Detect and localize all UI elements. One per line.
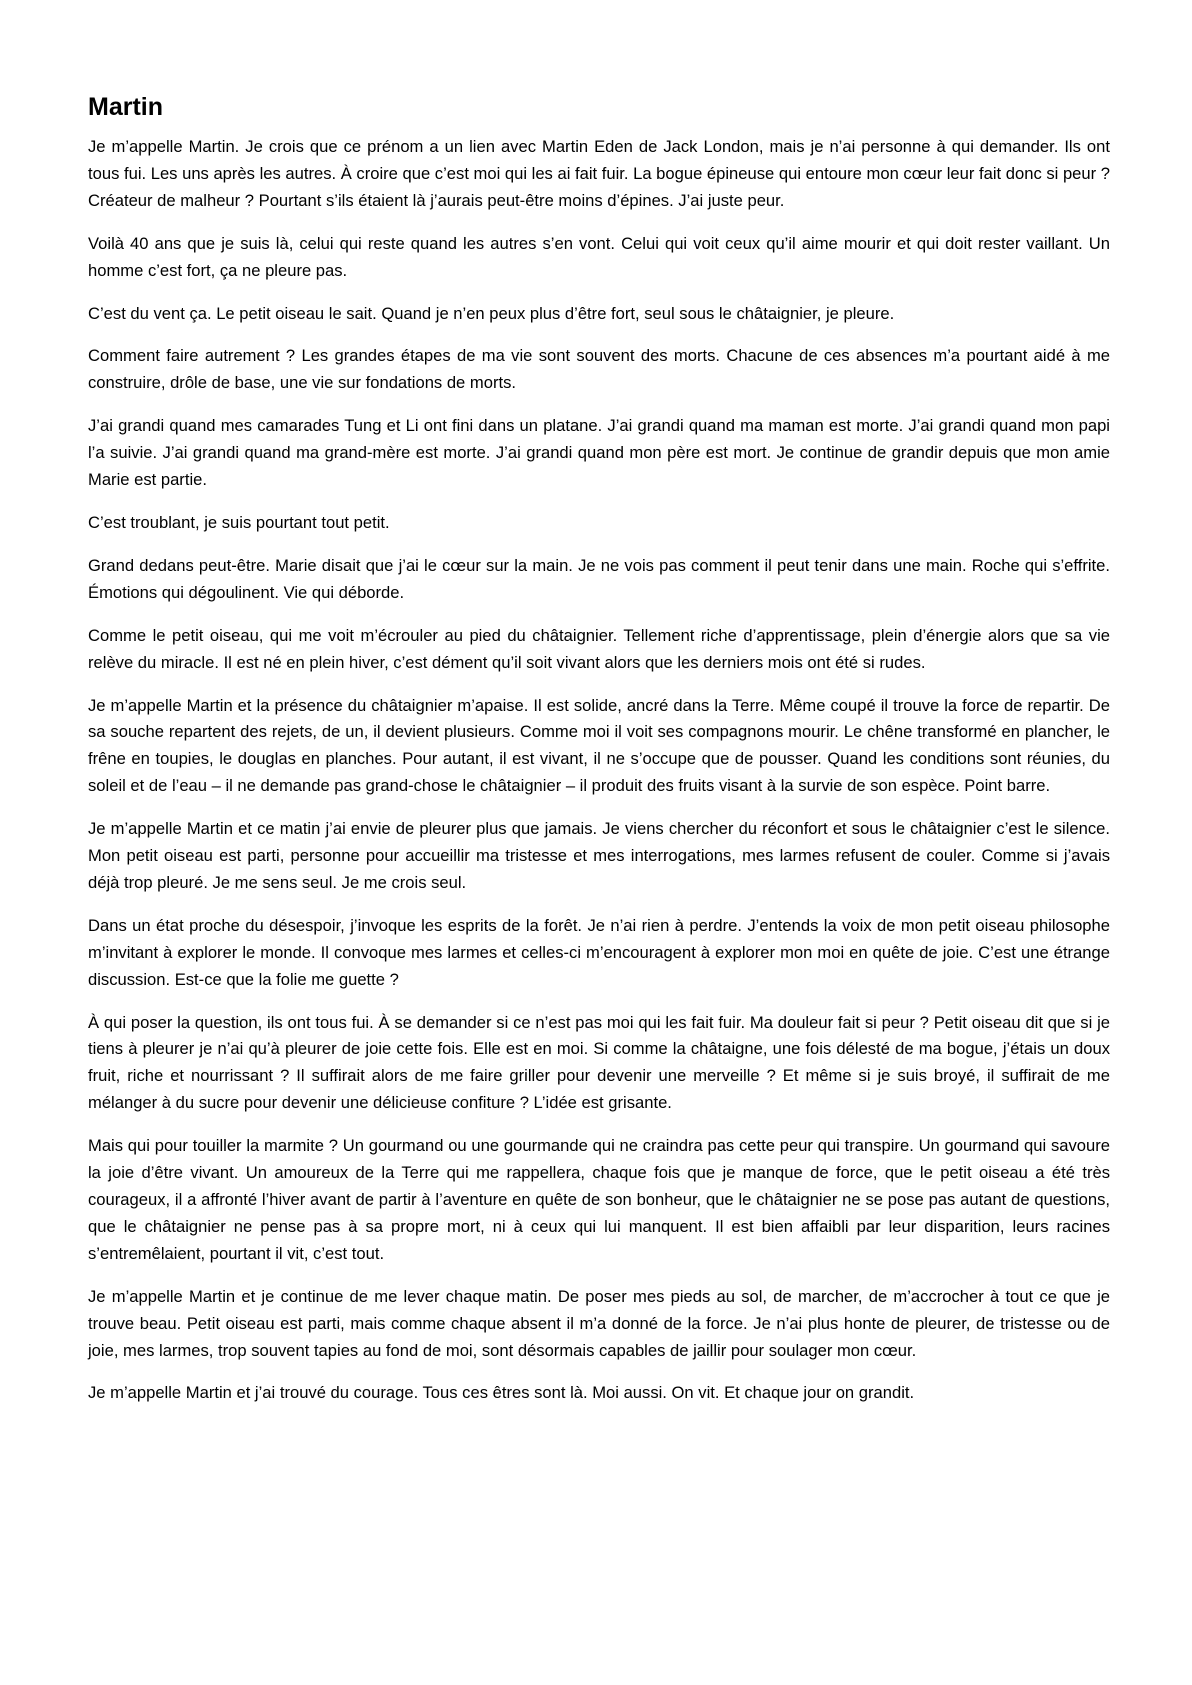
paragraph: Grand dedans peut-être. Marie disait que j’ai le cœur sur la main. Je ne vois pas comment il peut tenir dans une main. Roche qui s’effrite. Émotions qui dégoulinent. Vie qui déborde. xyxy=(88,555,1110,602)
paragraph: Comment faire autrement ? Les grandes étapes de ma vie sont souvent des morts. Chacune de ces absences m’a pourtant aidé à me construire, drôle de base, une vie sur fondations de morts. xyxy=(88,346,1110,393)
paragraph: À qui poser la question, ils ont tous fui. À se demander si ce n’est pas moi qui les fait fuir. Ma douleur fait si peur ? Petit oiseau dit que si je tiens à pleurer je n’ai qu’à pleurer de joie cette fois. Elle est en moi. Si comme la châtaigne, une fois délesté de ma bogue, j’étais un doux fruit, riche et nourrissant ? Il suffirait alors de me faire griller pour devenir une merveille ? Et même si je suis broyé, il suffirait de me mélanger à du sucre pour devenir une délicieuse confiture ? L’idée est grisante. xyxy=(88,1012,1110,1113)
paragraph: Mais qui pour touiller la marmite ? Un gourmand ou une gourmande qui ne craindra pas cette peur qui transpire. Un gourmand qui savoure la joie d’être vivant. Un amoureux de la Terre qui me rappellera, chaque fois que je manque de force, que le petit oiseau a été très courageux, il a affronté l’hiver avant de partir à l’aventure en quête de son bonheur, que le châtaignier ne se pose pas autant de questions, que le châtaignier ne pense pas à sa propre mort, ni à ceux qui lui manquent. Il est bien affaibli par leur disparition, leurs racines s’entremêlaient, pourtant il vit, c’est tout. xyxy=(88,1136,1110,1263)
document-page xyxy=(88,84,1110,1423)
paragraph: Je m’appelle Martin. Je crois que ce prénom a un lien avec Martin Eden de Jack London, mais je n’ai personne à qui demander. Ils ont tous fui. Les uns après les autres. À croire que c’est moi qui les ai fait fuir. La bogue épineuse qui entoure mon cœur leur fait donc si peur ? Créateur de malheur ? Pourtant s’ils étaient là j’aurais peut-être moins d’épines. J’ai juste peur. xyxy=(88,137,1110,210)
paragraph: Je m’appelle Martin et je continue de me lever chaque matin. De poser mes pieds au sol, de marcher, de m’accrocher à tout ce que je trouve beau. Petit oiseau est parti, mais comme chaque absent il m’a donné de la force. Je n’ai plus honte de pleurer, de tristesse ou de joie, mes larmes, trop souvent tapies au fond de moi, sont désormais capables de jaillir pour soulager mon cœur. xyxy=(88,1286,1110,1360)
paragraph: Dans un état proche du désespoir, j’invoque les esprits de la forêt. Je n’ai rien à perdre. J’entends la voix de mon petit oiseau philosophe m’invitant à explorer le monde. Il convoque mes larmes et celles-ci m’encouragent à explorer mon moi en quête de joie. C’est une étrange discussion. Est-ce que la folie me guette ? xyxy=(88,915,1110,989)
paragraph: Je m’appelle Martin et j’ai trouvé du courage. Tous ces êtres sont là. Moi aussi. On vit. Et chaque jour on grandit. xyxy=(88,1383,915,1403)
paragraph: Voilà 40 ans que je suis là, celui qui reste quand les autres s’en vont. Celui qui voit ceux qu’il aime mourir et qui doit rester vaillant. Un homme c’est fort, ça ne pleure pas. xyxy=(88,233,1110,280)
paragraph: Comme le petit oiseau, qui me voit m’écrouler au pied du châtaignier. Tellement riche d’apprentissage, plein d’énergie alors que sa vie relève du miracle. Il est né en plein hiver, c’est dément qu’il soit vivant alors que les derniers mois ont été si rudes. xyxy=(88,625,1110,672)
paragraph: Je m’appelle Martin et ce matin j’ai envie de pleurer plus que jamais. Je viens chercher du réconfort et sous le châtaignier c’est le silence. Mon petit oiseau est parti, personne pour accueillir ma tristesse et mes interrogations, mes larmes refusent de couler. Comme si j’avais déjà trop pleuré. Je me sens seul. Je me crois seul. xyxy=(88,819,1110,892)
paragraph: C’est troublant, je suis pourtant tout petit. xyxy=(88,512,390,532)
paragraph: C’est du vent ça. Le petit oiseau le sait. Quand je n’en peux plus d’être fort, seul sous le châtaignier, je pleure. xyxy=(88,303,895,323)
page-title: Martin xyxy=(88,93,163,121)
paragraph: J’ai grandi quand mes camarades Tung et Li ont fini dans un platane. J’ai grandi quand ma maman est morte. J’ai grandi quand mon papi l’a suivie. J’ai grandi quand ma grand-mère est morte. J’ai grandi quand mon père est mort. Je continue de grandir depuis que mon amie Marie est partie. xyxy=(88,416,1110,490)
paragraph: Je m’appelle Martin et la présence du châtaignier m’apaise. Il est solide, ancré dans la Terre. Même coupé il trouve la force de repartir. De sa souche repartent des rejets, de un, il devient plusieurs. Comme moi il voit ses compagnons mourir. Le chêne transformé en plancher, le frêne en toupies, le douglas en planches. Pour autant, il est vivant, il ne s’occupe que de pousser. Quand les conditions sont réunies, du soleil et de l’eau – il ne demande pas grand-chose le châtaignier – il produit des fruits visant à la survie de son espèce. Point barre. xyxy=(88,695,1110,796)
